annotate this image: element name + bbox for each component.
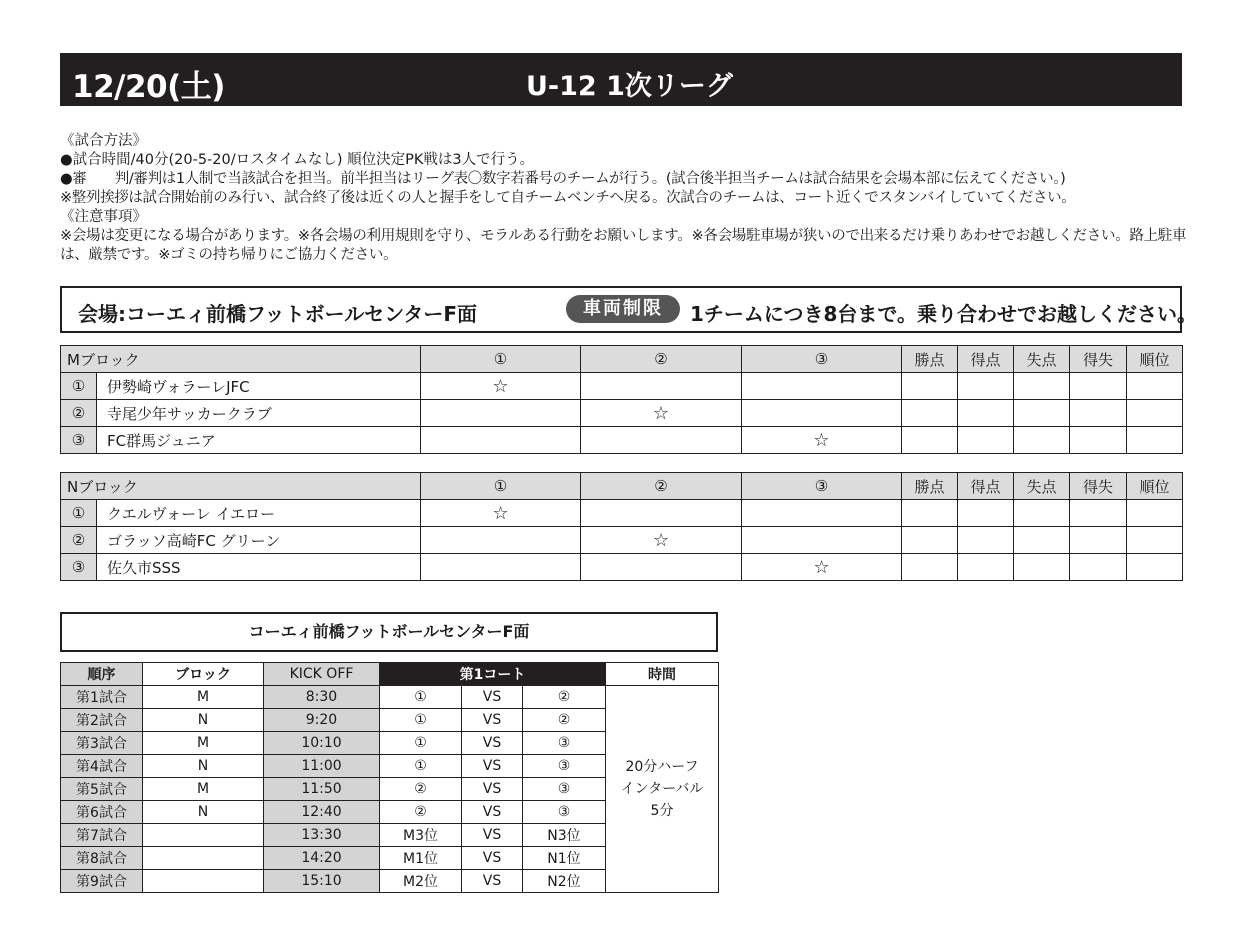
match-order: 第7試合 — [61, 824, 143, 847]
away-team: N1位 — [523, 847, 606, 870]
col-header: 失点 — [1014, 473, 1070, 500]
team-number: ① — [61, 500, 97, 527]
match-block — [143, 847, 264, 870]
note-line: ●審 判/審判は1人制で当該試合を担当。前半担当はリーグ表〇数字若番号のチームが行う。(試合後半担当チームは試合結果を会場本部に伝えてください。) — [60, 171, 1066, 187]
col-header: 順位 — [1127, 473, 1183, 500]
league-title: U-12 1次リーグ — [526, 71, 733, 102]
kickoff-time: 10:10 — [264, 732, 380, 755]
kickoff-time: 11:00 — [264, 755, 380, 778]
home-team: M3位 — [380, 824, 462, 847]
event-date: 12/20(土) — [72, 69, 225, 105]
block-n-table — [60, 472, 1183, 581]
kickoff-time: 14:20 — [264, 847, 380, 870]
away-team: ③ — [523, 801, 606, 824]
col-header: 得失 — [1070, 346, 1127, 373]
kickoff-time: 8:30 — [264, 686, 380, 709]
table-row — [61, 686, 719, 709]
schedule-table — [60, 662, 719, 893]
match-block: M — [143, 732, 264, 755]
col-header: 順位 — [1127, 346, 1183, 373]
note-line: ※整列挨拶は試合開始前のみ行い、試合終了後は近くの人と握手をして自チームベンチへ戻る。次試合のチームは、コート近くでスタンバイしていてください。 — [60, 190, 1076, 206]
vs-label: VS — [462, 778, 523, 801]
col-header: ③ — [742, 346, 902, 373]
col-header: 得点 — [958, 473, 1014, 500]
col-header: ① — [421, 473, 581, 500]
kickoff-time: 15:10 — [264, 870, 380, 893]
vs-label: VS — [462, 870, 523, 893]
col-header: 勝点 — [902, 473, 958, 500]
kickoff-time: 9:20 — [264, 709, 380, 732]
star-icon: ☆ — [421, 373, 581, 400]
venue-box — [60, 286, 1198, 333]
col-header: 得失 — [1070, 473, 1127, 500]
kickoff-time: 11:50 — [264, 778, 380, 801]
table-row — [61, 373, 1183, 400]
table-row — [61, 500, 1183, 527]
match-block: M — [143, 778, 264, 801]
away-team: N2位 — [523, 870, 606, 893]
vs-label: VS — [462, 755, 523, 778]
home-team: ① — [380, 709, 462, 732]
note-line: ●試合時間/40分(20-5-20/ロスタイムなし) 順位決定PK戦は3人で行う。 — [60, 152, 535, 168]
away-team: ③ — [523, 778, 606, 801]
star-icon: ☆ — [742, 427, 902, 454]
match-order: 第4試合 — [61, 755, 143, 778]
star-icon: ☆ — [421, 500, 581, 527]
col-header: 失点 — [1014, 346, 1070, 373]
vs-label: VS — [462, 686, 523, 709]
block-name: Mブロック — [61, 346, 421, 373]
kickoff-time: 13:30 — [264, 824, 380, 847]
team-number: ② — [61, 400, 97, 427]
time-header: 時間 — [606, 663, 719, 686]
match-block: N — [143, 755, 264, 778]
time-note-line: 5分 — [650, 803, 674, 819]
team-number: ② — [61, 527, 97, 554]
block-m-table — [60, 345, 1183, 454]
table-row — [61, 554, 1183, 581]
away-team: ③ — [523, 732, 606, 755]
vs-label: VS — [462, 847, 523, 870]
col-header: 得点 — [958, 346, 1014, 373]
vs-label: VS — [462, 824, 523, 847]
match-block: N — [143, 709, 264, 732]
home-team: ① — [380, 686, 462, 709]
home-team: ② — [380, 801, 462, 824]
note-line: ※会場は変更になる場合があります。※各会場の利用規則を守り、モラルある行動をお願いします。※各会場駐車場が狭いので出来るだけ乗りあわせでお越しください。路上駐車は、厳禁です。※ゴミの持ち帰りにご協力ください。 — [60, 228, 1187, 263]
col-header: 勝点 — [902, 346, 958, 373]
col-header: ② — [581, 473, 742, 500]
home-team: M1位 — [380, 847, 462, 870]
time-note-line: 20分ハーフ — [625, 759, 699, 775]
team-number: ③ — [61, 427, 97, 454]
home-team: ① — [380, 732, 462, 755]
rules-notes — [60, 132, 1190, 265]
method-heading: 《試合方法》 — [60, 133, 147, 149]
match-order: 第6試合 — [61, 801, 143, 824]
vs-label: VS — [462, 732, 523, 755]
block-header: ブロック — [143, 663, 264, 686]
away-team: ② — [523, 709, 606, 732]
venue-name: 会場:コーエィ前橋フットボールセンターF面 — [78, 302, 478, 326]
col-header: ③ — [742, 473, 902, 500]
team-name: 伊勢崎ヴォラーレJFC — [97, 373, 421, 400]
time-note-line: インターバル — [620, 781, 704, 797]
court-header: 第1コート — [380, 663, 606, 686]
col-header: ① — [421, 346, 581, 373]
col-header: ② — [581, 346, 742, 373]
block-name: Nブロック — [61, 473, 421, 500]
kickoff-time: 12:40 — [264, 801, 380, 824]
match-order: 第9試合 — [61, 870, 143, 893]
home-team: M2位 — [380, 870, 462, 893]
away-team: ③ — [523, 755, 606, 778]
page-header — [60, 53, 1182, 106]
team-number: ① — [61, 373, 97, 400]
star-icon: ☆ — [581, 400, 742, 427]
table-row — [61, 400, 1183, 427]
match-order: 第2試合 — [61, 709, 143, 732]
schedule-title: コーエィ前橋フットボールセンターF面 — [60, 612, 718, 652]
time-note — [606, 686, 719, 893]
parking-note: 1チームにつき8台まで。乗り合わせでお越しください。 — [690, 302, 1198, 326]
match-block: N — [143, 801, 264, 824]
match-order: 第1試合 — [61, 686, 143, 709]
match-order: 第5試合 — [61, 778, 143, 801]
match-order: 第3試合 — [61, 732, 143, 755]
team-number: ③ — [61, 554, 97, 581]
star-icon: ☆ — [581, 527, 742, 554]
team-name: 寺尾少年サッカークラブ — [97, 400, 421, 427]
kickoff-header: KICK OFF — [264, 663, 380, 686]
match-block — [143, 870, 264, 893]
team-name: ゴラッソ高崎FC グリーン — [97, 527, 421, 554]
match-block: M — [143, 686, 264, 709]
match-order: 第8試合 — [61, 847, 143, 870]
team-name: 佐久市SSS — [97, 554, 421, 581]
vehicle-limit-badge: 車両制限 — [566, 295, 680, 323]
away-team: ② — [523, 686, 606, 709]
order-header: 順序 — [61, 663, 143, 686]
star-icon: ☆ — [742, 554, 902, 581]
caution-heading: 《注意事項》 — [60, 209, 147, 225]
table-row — [61, 527, 1183, 554]
team-name: FC群馬ジュニア — [97, 427, 421, 454]
home-team: ② — [380, 778, 462, 801]
table-row — [61, 427, 1183, 454]
match-block — [143, 824, 264, 847]
home-team: ① — [380, 755, 462, 778]
vs-label: VS — [462, 709, 523, 732]
away-team: N3位 — [523, 824, 606, 847]
vs-label: VS — [462, 801, 523, 824]
team-name: クエルヴォーレ イエロー — [97, 500, 421, 527]
